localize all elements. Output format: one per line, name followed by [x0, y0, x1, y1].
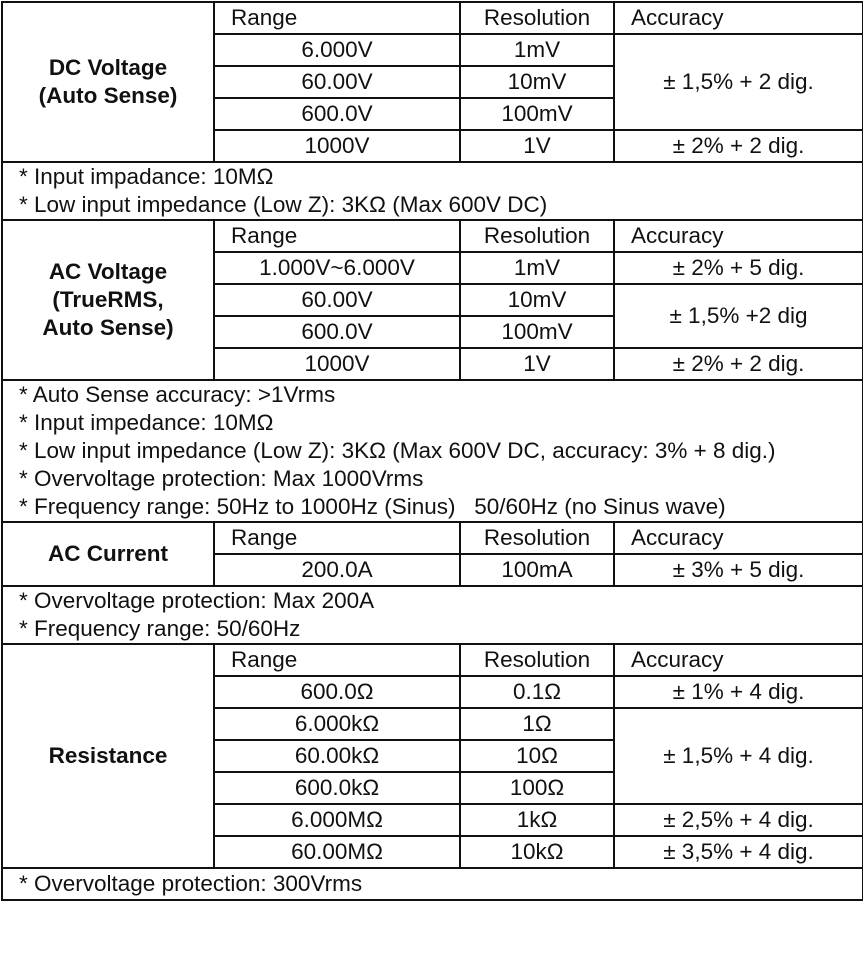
resolution-header: Resolution — [460, 522, 614, 554]
resolution-cell: 1mV — [460, 34, 614, 66]
range-cell: 6.000V — [214, 34, 460, 66]
range-cell: 60.00MΩ — [214, 836, 460, 868]
resolution-cell: 10kΩ — [460, 836, 614, 868]
note-line: * Frequency range: 50Hz to 1000Hz (Sinus) 50/60Hz (no Sinus wave) — [19, 494, 726, 519]
resistance-title: Resistance — [2, 644, 214, 868]
accuracy-cell: ± 2% + 2 dig. — [614, 130, 863, 162]
range-cell: 60.00V — [214, 284, 460, 316]
range-header: Range — [214, 220, 460, 252]
resolution-cell: 1mV — [460, 252, 614, 284]
accuracy-cell: ± 2% + 5 dig. — [614, 252, 863, 284]
note-line: * Auto Sense accuracy: >1Vrms — [19, 382, 336, 407]
note-line: * Overvoltage protection: 300Vrms — [19, 871, 363, 896]
range-cell: 600.0Ω — [214, 676, 460, 708]
accuracy-header: Accuracy — [614, 644, 863, 676]
range-cell: 6.000MΩ — [214, 804, 460, 836]
accuracy-cell: ± 3,5% + 4 dig. — [614, 836, 863, 868]
range-cell: 1000V — [214, 348, 460, 380]
ac-voltage-title: AC Voltage (TrueRMS, Auto Sense) — [2, 220, 214, 380]
note-line: * Low input impedance (Low Z): 3KΩ (Max 600V DC) — [19, 192, 548, 217]
range-header: Range — [214, 644, 460, 676]
dc-voltage-title: DC Voltage (Auto Sense) — [2, 2, 214, 162]
note-line: * Overvoltage protection: Max 200A — [19, 588, 375, 613]
resolution-cell: 1V — [460, 130, 614, 162]
note-line: * Low input impedance (Low Z): 3KΩ (Max 600V DC, accuracy: 3% + 8 dig.) — [19, 438, 776, 463]
resolution-cell: 100Ω — [460, 772, 614, 804]
resolution-cell: 1Ω — [460, 708, 614, 740]
range-cell: 1000V — [214, 130, 460, 162]
accuracy-cell: ± 1,5% + 2 dig. — [614, 34, 863, 130]
resolution-header: Resolution — [460, 2, 614, 34]
range-cell: 600.0V — [214, 316, 460, 348]
resolution-cell: 1V — [460, 348, 614, 380]
spec-table — [1, 1, 863, 901]
resolution-header: Resolution — [460, 644, 614, 676]
range-cell: 60.00V — [214, 66, 460, 98]
note-line: * Frequency range: 50/60Hz — [19, 616, 301, 641]
accuracy-header: Accuracy — [614, 220, 863, 252]
resolution-cell: 10mV — [460, 284, 614, 316]
resolution-cell: 100mA — [460, 554, 614, 586]
resolution-cell: 100mV — [460, 316, 614, 348]
resolution-header: Resolution — [460, 220, 614, 252]
accuracy-cell: ± 3% + 5 dig. — [614, 554, 863, 586]
range-cell: 200.0A — [214, 554, 460, 586]
ac-voltage-notes — [2, 380, 863, 522]
ac-current-notes — [2, 586, 863, 644]
accuracy-cell: ± 2% + 2 dig. — [614, 348, 863, 380]
accuracy-cell: ± 1,5% +2 dig — [614, 284, 863, 348]
range-header: Range — [214, 2, 460, 34]
note-line: * Input impedance: 10MΩ — [19, 410, 274, 435]
resolution-cell: 0.1Ω — [460, 676, 614, 708]
accuracy-cell: ± 2,5% + 4 dig. — [614, 804, 863, 836]
resolution-cell: 10Ω — [460, 740, 614, 772]
ac-current-title: AC Current — [2, 522, 214, 586]
range-cell: 60.00kΩ — [214, 740, 460, 772]
range-cell: 6.000kΩ — [214, 708, 460, 740]
resistance-notes — [2, 868, 863, 900]
range-cell: 600.0kΩ — [214, 772, 460, 804]
resolution-cell: 100mV — [460, 98, 614, 130]
dc-voltage-notes — [2, 162, 863, 220]
accuracy-header: Accuracy — [614, 522, 863, 554]
range-cell: 600.0V — [214, 98, 460, 130]
note-line: * Input impadance: 10MΩ — [19, 164, 274, 189]
accuracy-cell: ± 1% + 4 dig. — [614, 676, 863, 708]
resolution-cell: 1kΩ — [460, 804, 614, 836]
accuracy-header: Accuracy — [614, 2, 863, 34]
range-header: Range — [214, 522, 460, 554]
resolution-cell: 10mV — [460, 66, 614, 98]
note-line: * Overvoltage protection: Max 1000Vrms — [19, 466, 424, 491]
accuracy-cell: ± 1,5% + 4 dig. — [614, 708, 863, 804]
range-cell: 1.000V~6.000V — [214, 252, 460, 284]
